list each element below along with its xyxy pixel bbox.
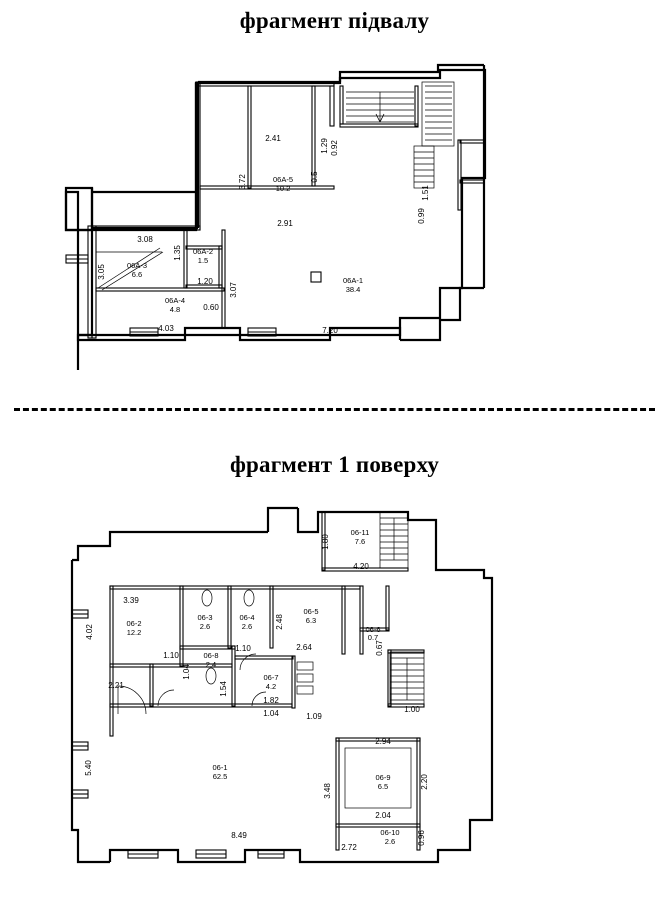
room-label-id: 06-6 — [365, 625, 381, 634]
room-label-area: 4.8 — [169, 305, 181, 314]
basement-plan-title: фрагмент підвалу — [239, 8, 430, 33]
dimension-label: 2.64 — [296, 643, 312, 652]
dimension-label: 1.10 — [235, 644, 251, 653]
dimension-label: 2.94 — [375, 737, 391, 746]
floor1-windows — [72, 610, 284, 858]
room-label-area: 6.3 — [305, 616, 317, 625]
dimension-label: 2.91 — [277, 219, 293, 228]
dimension-label: 1.09 — [306, 712, 322, 721]
room-label-area: 38.4 — [345, 285, 361, 294]
room-label-area: 12.2 — [126, 628, 142, 637]
room-label-area: 4.2 — [265, 682, 277, 691]
dimension-label: 2.72 — [341, 843, 357, 852]
dimension-label: 4.02 — [85, 624, 94, 640]
room-label-id: 06-10 — [380, 828, 400, 837]
room-label-area: 7.6 — [354, 537, 366, 546]
room-label-id: 06-3 — [197, 613, 213, 622]
dimension-label: 1.82 — [263, 696, 279, 705]
floor1-room-labels — [126, 528, 399, 846]
dimension-label: 2.04 — [375, 811, 391, 820]
room-label-id: 06-7 — [263, 673, 279, 682]
dimension-label: 2.21 — [108, 681, 124, 690]
room-label-area: 6.6 — [131, 270, 143, 279]
floor1-stairs-upper — [380, 512, 408, 568]
basement-column — [311, 272, 321, 282]
room-label-area: 10.2 — [275, 184, 291, 193]
floor1-outline — [72, 508, 492, 862]
dimension-label: 3.07 — [229, 282, 238, 298]
dimension-label: 1.29 — [320, 138, 329, 154]
dimension-label: 4.20 — [353, 562, 369, 571]
dimension-label: 3.05 — [97, 264, 106, 280]
room-label-id: 06-9 — [375, 773, 391, 782]
basement-room-labels — [127, 175, 363, 314]
room-label-area: 2.6 — [241, 622, 253, 631]
dimension-label: 1.04 — [182, 664, 191, 680]
room-label-id: 06-5 — [303, 607, 319, 616]
room-label-id: 06A-2 — [192, 247, 214, 256]
basement-floorplan-drawing — [0, 40, 669, 370]
dimension-label: 1.20 — [197, 277, 213, 286]
dimension-label: 2.41 — [265, 134, 281, 143]
dimension-label: 3.39 — [123, 596, 139, 605]
room-label-id: 06-4 — [239, 613, 255, 622]
dimension-label: 2.20 — [420, 774, 429, 790]
dimension-label: 1.04 — [263, 709, 279, 718]
room-label-id: 06-11 — [350, 528, 370, 537]
room-label-area: 0.7 — [367, 633, 379, 642]
dimension-label: 1.10 — [163, 651, 179, 660]
room-label-id: 06A-3 — [126, 261, 148, 270]
dimension-label: 1.54 — [219, 681, 228, 697]
basement-dimensions — [97, 134, 430, 335]
room-label-area: 1.5 — [197, 256, 209, 265]
basement-outline — [66, 65, 484, 340]
dimension-label: 3.48 — [323, 783, 332, 799]
basement-stairs — [346, 82, 454, 188]
room-label-id: 06A-5 — [272, 175, 294, 184]
room-label-area: 2.6 — [384, 837, 396, 846]
room-label-area: 2.6 — [199, 622, 211, 631]
dimension-label: 5.40 — [84, 760, 93, 776]
room-label-id: 06A-4 — [164, 296, 186, 305]
room-label-id: 06-8 — [203, 651, 219, 660]
section-divider — [14, 408, 655, 411]
dimension-label: 1.35 — [173, 245, 182, 261]
floor1-dimensions — [84, 534, 429, 852]
dimension-label: 3.08 — [137, 235, 153, 244]
dimension-label: 1.51 — [421, 185, 430, 201]
dimension-label: 4.03 — [158, 324, 174, 333]
dimension-label: 2.48 — [275, 614, 284, 630]
room-label-area: 62.5 — [212, 772, 228, 781]
floor1-floorplan-drawing — [0, 490, 669, 890]
room-label-area: 2.4 — [205, 660, 217, 669]
dimension-label: 1.00 — [404, 705, 420, 714]
dimension-label: 0.5 — [310, 171, 319, 183]
dimension-label: 0.60 — [203, 303, 219, 312]
floor1-stairs-right — [390, 652, 424, 704]
room-label-area: 6.5 — [377, 782, 389, 791]
dimension-label: 0.67 — [375, 640, 384, 656]
dimension-label: 0.92 — [330, 140, 339, 156]
dimension-label: 8.49 — [231, 831, 247, 840]
room-label-id: 06A-1 — [342, 276, 364, 285]
dimension-label: 0.96 — [417, 830, 426, 846]
dimension-label: 1.80 — [321, 534, 330, 550]
room-label-id: 06-2 — [126, 619, 142, 628]
room-label-id: 06-1 — [212, 763, 228, 772]
floor1-plan-title: фрагмент 1 поверху — [229, 452, 440, 477]
dimension-label: 7.20 — [322, 326, 338, 335]
dimension-label: 3.72 — [238, 174, 247, 190]
dimension-label: 0.99 — [417, 208, 426, 224]
